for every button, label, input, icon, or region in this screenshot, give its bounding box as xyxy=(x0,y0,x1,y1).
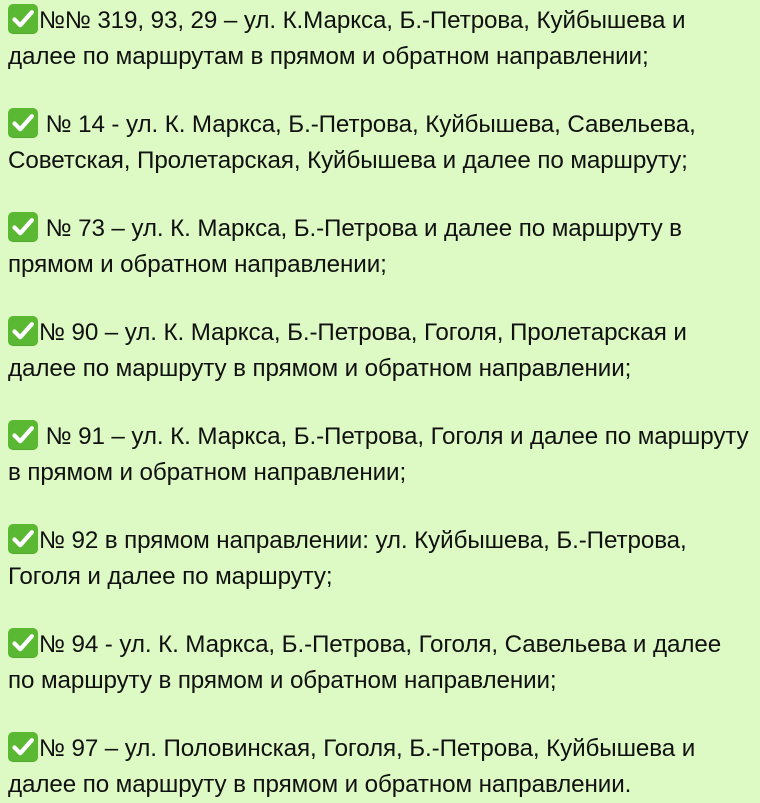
route-text: № 91 – ул. К. Маркса, Б.-Петрова, Гоголя и далее по маршруту в прямом и обратном направлении; xyxy=(8,423,749,486)
route-item xyxy=(8,419,754,491)
route-text: № 90 – ул. К. Маркса, Б.-Петрова, Гоголя, Пролетарская и далее по маршруту в прямом и обратном направлении; xyxy=(8,319,687,382)
check-mark-icon xyxy=(8,108,38,138)
route-list xyxy=(8,3,754,803)
route-text: № 14 - ул. К. Маркса, Б.-Петрова, Куйбышева, Савельева, Советская, Пролетарская, Куйбышева и далее по маршруту; xyxy=(8,111,696,174)
route-item xyxy=(8,3,754,75)
check-mark-icon xyxy=(8,524,38,554)
route-text: №№ 319, 93, 29 – ул. К.Маркса, Б.-Петрова, Куйбышева и далее по маршрутам в прямом и обратном направлении; xyxy=(8,7,686,70)
check-mark-icon xyxy=(8,212,38,242)
route-text: № 94 - ул. К. Маркса, Б.-Петрова, Гоголя, Савельева и далее по маршруту в прямом и обратном направлении; xyxy=(8,631,722,694)
check-mark-icon xyxy=(8,732,38,762)
check-mark-icon xyxy=(8,4,38,34)
route-text: № 92 в прямом направлении: ул. Куйбышева, Б.-Петрова, Гоголя и далее по маршруту; xyxy=(8,527,687,590)
check-mark-icon xyxy=(8,316,38,346)
route-item xyxy=(8,107,754,179)
route-item xyxy=(8,211,754,283)
route-item xyxy=(8,523,754,595)
check-mark-icon xyxy=(8,628,38,658)
check-mark-icon xyxy=(8,420,38,450)
route-item xyxy=(8,731,754,803)
route-item xyxy=(8,315,754,387)
route-text: № 97 – ул. Половинская, Гоголя, Б.-Петрова, Куйбышева и далее по маршруту в прямом и обратном направлении. xyxy=(8,735,696,798)
route-item xyxy=(8,627,754,699)
route-text: № 73 – ул. К. Маркса, Б.-Петрова и далее по маршруту в прямом и обратном направлении; xyxy=(8,215,682,278)
